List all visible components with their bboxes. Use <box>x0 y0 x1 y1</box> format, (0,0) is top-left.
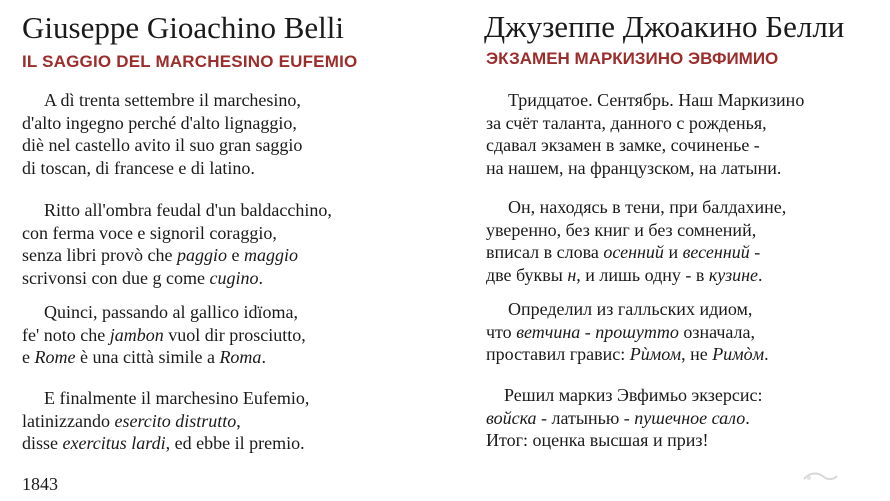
stanza-3 <box>486 298 769 366</box>
verse-line: Определил из галльских идиом, <box>508 299 753 319</box>
verse-line: Тридцатое. Сентябрь. Наш Маркизино <box>508 90 805 110</box>
verse-line: Итог: оценка высшая и приз! <box>486 430 709 450</box>
verse-line: senza libri provò che paggio e maggio <box>22 245 298 265</box>
verse-line: di toscan, di francese e di latino. <box>22 157 255 178</box>
verse-line: latinizzando esercito distrutto, <box>22 410 241 431</box>
poem-title-italian: IL SAGGIO DEL MARCHESINO EUFEMIO <box>22 52 358 71</box>
verse-line: Ritto all'ombra feudal d'un baldacchino, <box>44 200 332 220</box>
stanza-4 <box>486 384 762 452</box>
verse-line: войска - латынью - пушечное сало. <box>486 407 750 428</box>
verse-line: сдавал экзамен в замке, сочиненье - <box>486 135 760 155</box>
verse-line: проставил гравис: Рùмом, не Римòм. <box>486 344 769 364</box>
watermark-logo <box>800 468 840 484</box>
verse-line: diè nel castello avito il suo gran saggio <box>22 135 303 155</box>
stanza-3 <box>22 301 306 369</box>
poem-title-russian: ЭКЗАМЕН МАРКИЗИНО ЭВФИМИО <box>486 49 779 68</box>
verse-line: что ветчина - прошутто означала, <box>486 321 756 342</box>
verse-line: Решил маркиз Эвфимьо экзерсис: <box>504 385 763 405</box>
verse-line: e Rome è una città simile a Roma. <box>22 347 266 367</box>
stanza-2 <box>22 199 332 289</box>
russian-column <box>470 0 890 501</box>
verse-line: Quinci, passando al gallico idïoma, <box>44 302 298 322</box>
verse-line: A dì trenta settembre il marchesino, <box>44 90 301 110</box>
verse-line: за счёт таланта, данного с рожденья, <box>486 112 767 133</box>
stanza-2 <box>486 196 786 286</box>
author-name-russian: Джузеппе Джоакино Белли <box>484 9 845 44</box>
poem-year: 1843 <box>22 474 58 494</box>
verse-line: fe' noto che jambon vuol dir prosciutto, <box>22 324 306 345</box>
stanza-1 <box>22 89 302 179</box>
verse-line: disse exercitus lardi, ed ebbe il premio. <box>22 433 305 453</box>
verse-line: уверенно, без книг и без сомнений, <box>486 219 757 240</box>
verse-line: две буквы н, и лишь одну - в кузине. <box>486 264 763 285</box>
verse-line: scrivonsi con due g come cugino. <box>22 267 263 288</box>
verse-line: d'alto ingegno perché d'alto lignaggio, <box>22 112 297 133</box>
verse-line: E finalmente il marchesino Eufemio, <box>44 388 310 408</box>
verse-line: Он, находясь в тени, при балдахине, <box>508 197 787 217</box>
stanza-4 <box>22 387 309 455</box>
verse-line: на нашем, на французском, на латыни. <box>486 157 782 178</box>
verse-line: con ferma voce e signoril coraggio, <box>22 222 277 243</box>
stanza-1 <box>486 89 804 179</box>
verse-line: вписал в слова осенний и весенний - <box>486 242 761 262</box>
author-name-italian: Giuseppe Gioachino Belli <box>22 10 344 45</box>
